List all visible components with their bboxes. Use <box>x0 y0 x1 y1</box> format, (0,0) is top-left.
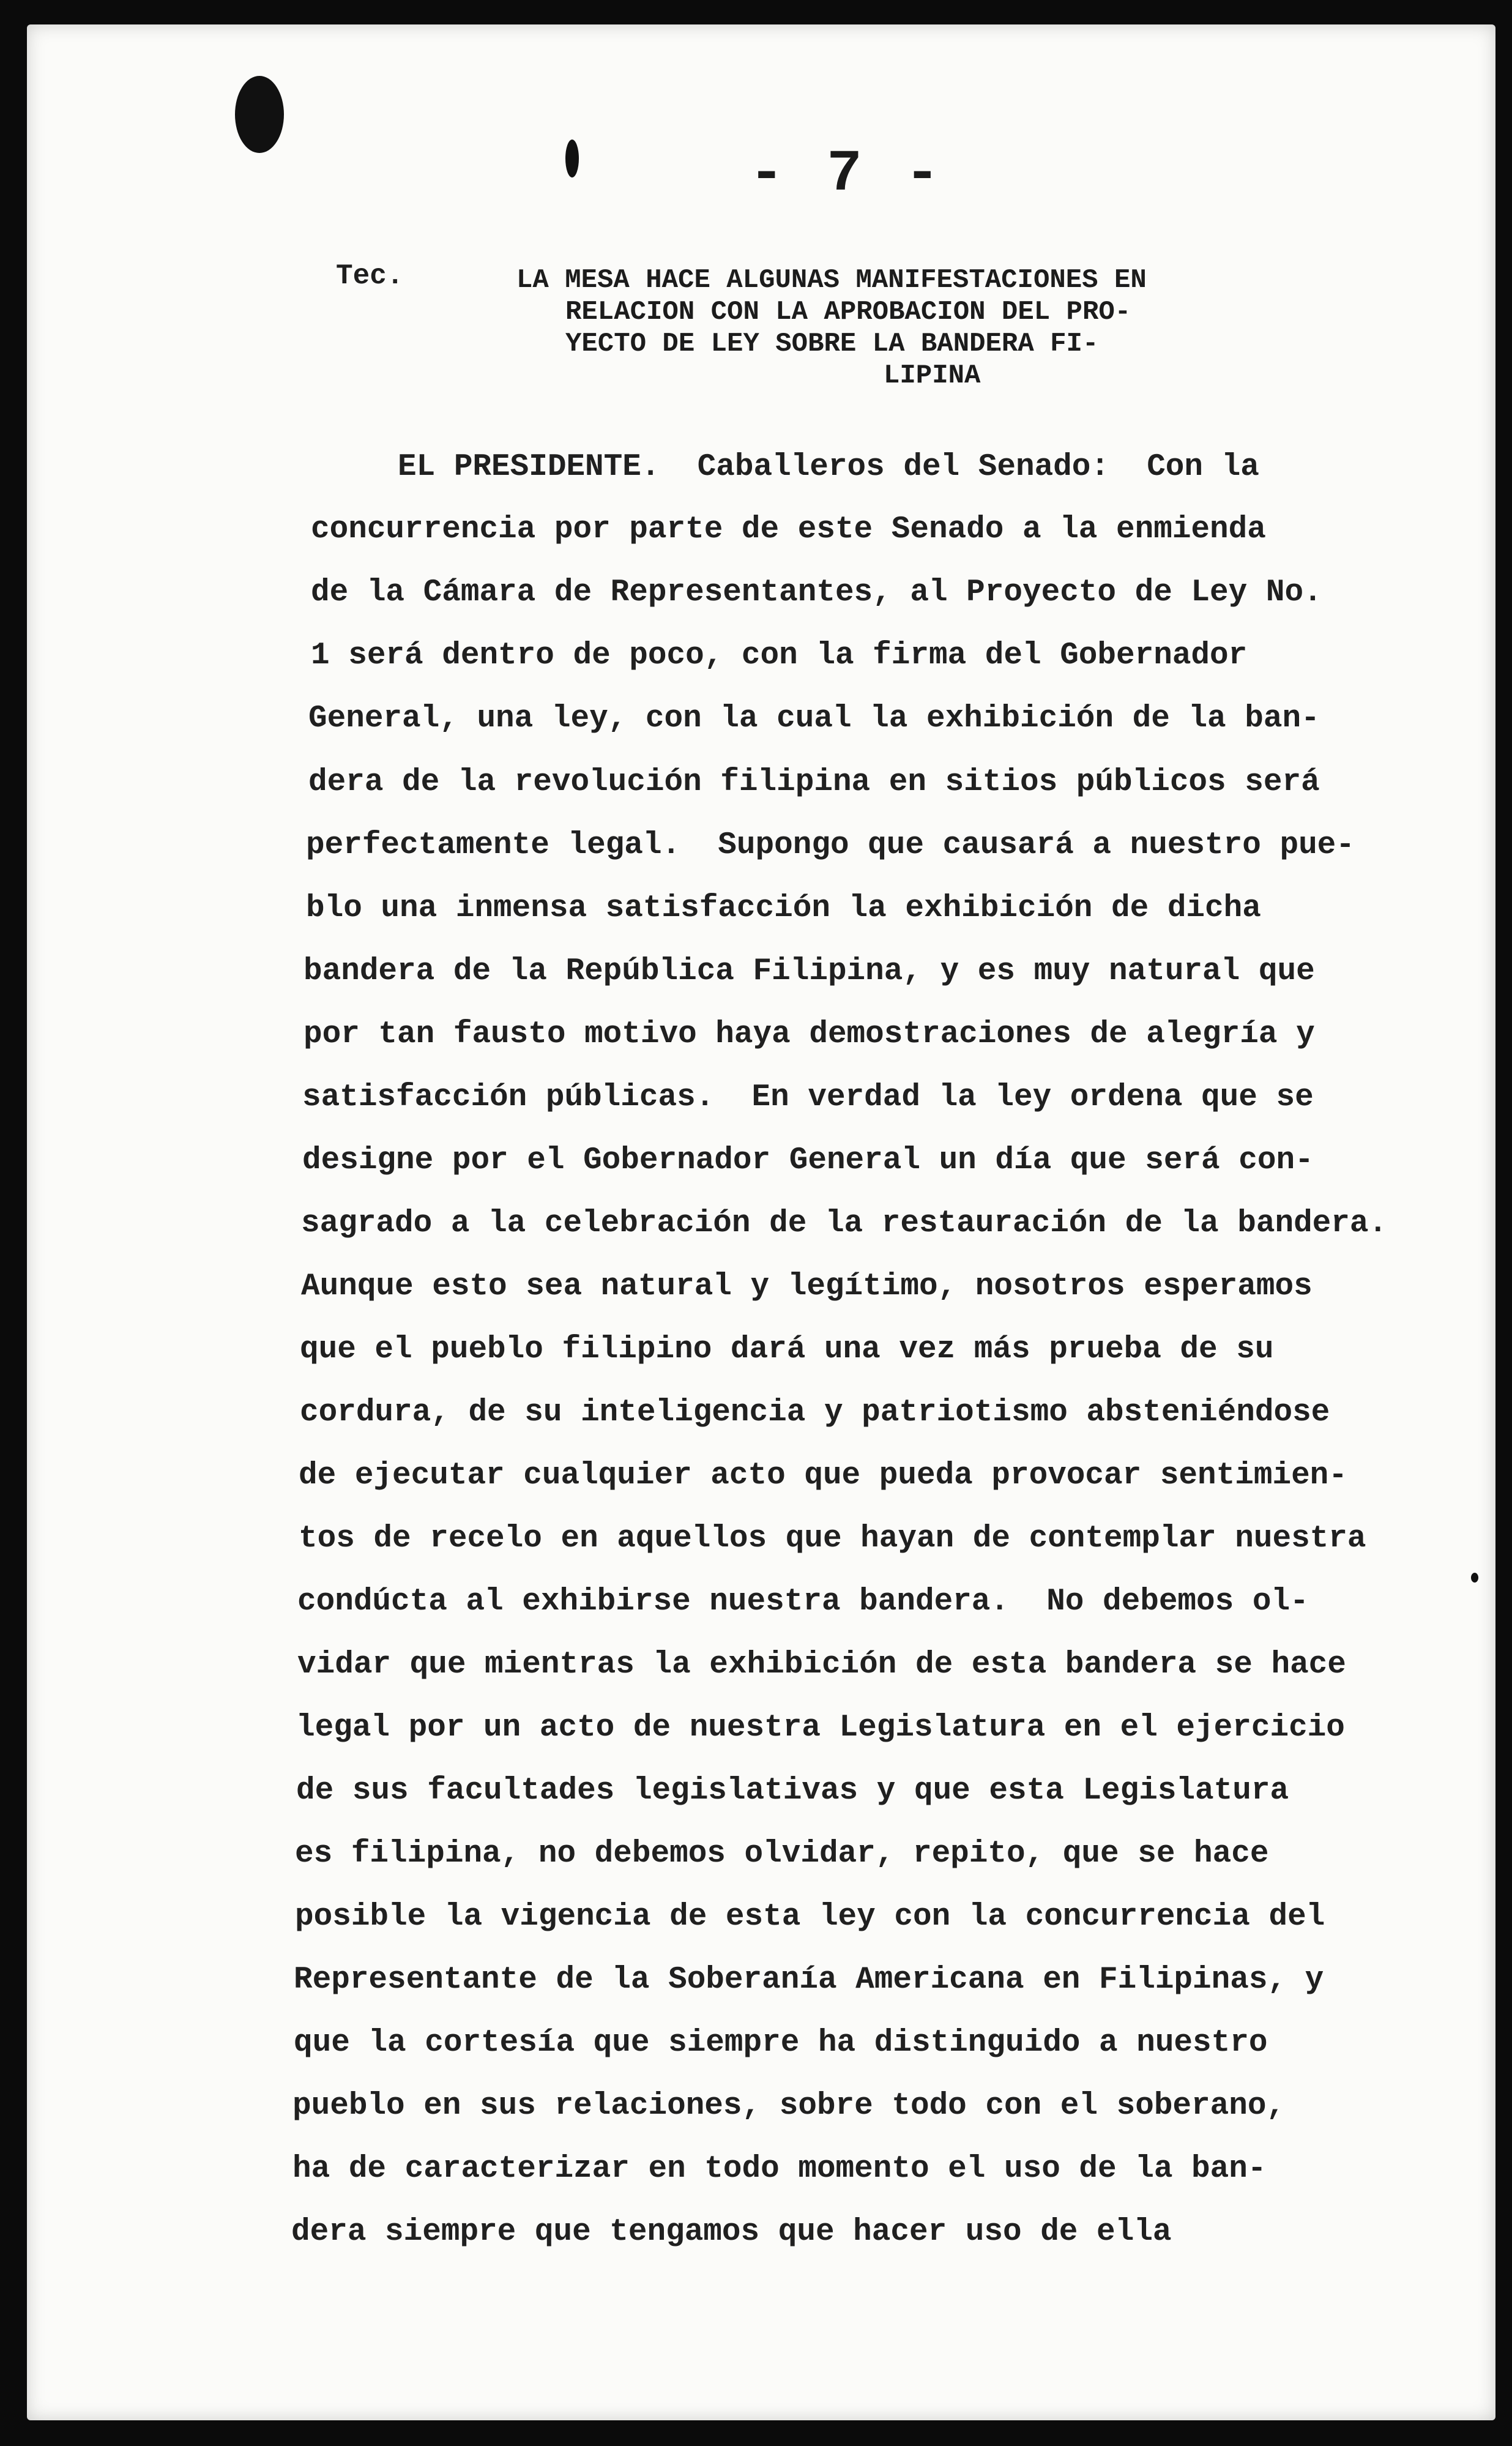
body-line: posible la vigencia de esta ley con la concurrencia del <box>295 1900 1325 1934</box>
body-line: dera siempre que tengamos que hacer uso de ella <box>291 2215 1172 2250</box>
body-line: es filipina, no debemos olvidar, repito, que se hace <box>295 1836 1269 1871</box>
body-line: EL PRESIDENTE. Caballeros del Senado: Con la <box>398 450 1259 485</box>
body-line: tos de recelo en aquellos que hayan de contemplar nuestra <box>299 1521 1366 1556</box>
body-line: General, una ley, con la cual la exhibición de la ban- <box>308 701 1320 736</box>
body-line: condúcta al exhibirse nuestra bandera. No debemos ol- <box>297 1584 1309 1619</box>
body-line: de la Cámara de Representantes, al Proyecto de Ley No. <box>311 575 1322 610</box>
body-line: que el pueblo filipino dará una vez más prueba de su <box>300 1332 1274 1367</box>
body-line: vidar que mientras la exhibición de esta bandera se hace <box>297 1647 1346 1682</box>
body-line: de sus facultades legislativas y que esta Legislatura <box>296 1773 1289 1808</box>
body-line: Aunque esto sea natural y legítimo, nosotros esperamos <box>301 1269 1313 1304</box>
body-line: pueblo en sus relaciones, sobre todo con el soberano, <box>292 2089 1286 2123</box>
page-number: - 7 - <box>749 141 944 207</box>
heading-line: RELACION CON LA APROBACION DEL PRO- <box>565 297 1131 327</box>
body-line: 1 será dentro de poco, con la firma del Gobernador <box>311 638 1248 673</box>
body-line: legal por un acto de nuestra Legislatura en el ejercicio <box>296 1710 1345 1745</box>
ink-speck <box>565 140 579 177</box>
document-page <box>27 24 1495 2420</box>
body-line: sagrado a la celebración de la restauración de la bandera. <box>301 1206 1388 1241</box>
body-line: designe por el Gobernador General un día que será con- <box>302 1143 1314 1178</box>
heading-line: YECTO DE LEY SOBRE LA BANDERA FI- <box>565 329 1099 359</box>
body-line: concurrencia por parte de este Senado a la enmienda <box>311 512 1266 547</box>
body-line: Representante de la Soberanía Americana en Filipinas, y <box>294 1963 1324 1997</box>
body-line: que la cortesía que siempre ha distinguido a nuestro <box>294 2026 1268 2060</box>
body-line: dera de la revolución filipina en sitios públicos será <box>308 765 1320 800</box>
heading-line: LA MESA HACE ALGUNAS MANIFESTACIONES EN <box>516 265 1147 296</box>
body-line: ha de caracterizar en todo momento el uso de la ban- <box>292 2152 1267 2187</box>
body-line: blo una inmensa satisfacción la exhibición de dicha <box>306 891 1261 926</box>
body-line: de ejecutar cualquier acto que pueda provocar sentimien- <box>299 1458 1347 1493</box>
ink-speck <box>1471 1573 1478 1583</box>
body-line: perfectamente legal. Supongo que causará a nuestro pue- <box>306 828 1355 863</box>
body-line: cordura, de su inteligencia y patriotismo absteniéndose <box>300 1395 1330 1430</box>
body-line: satisfacción públicas. En verdad la ley ordena que se <box>302 1080 1314 1115</box>
body-line: por tan fausto motivo haya demostraciones de alegría y <box>304 1017 1315 1052</box>
heading-line: LIPINA <box>884 360 981 391</box>
tec-label: Tec. <box>336 260 404 292</box>
section-heading <box>516 264 1287 392</box>
body-line: bandera de la República Filipina, y es muy natural que <box>304 954 1315 989</box>
punch-hole-mark <box>235 76 284 153</box>
